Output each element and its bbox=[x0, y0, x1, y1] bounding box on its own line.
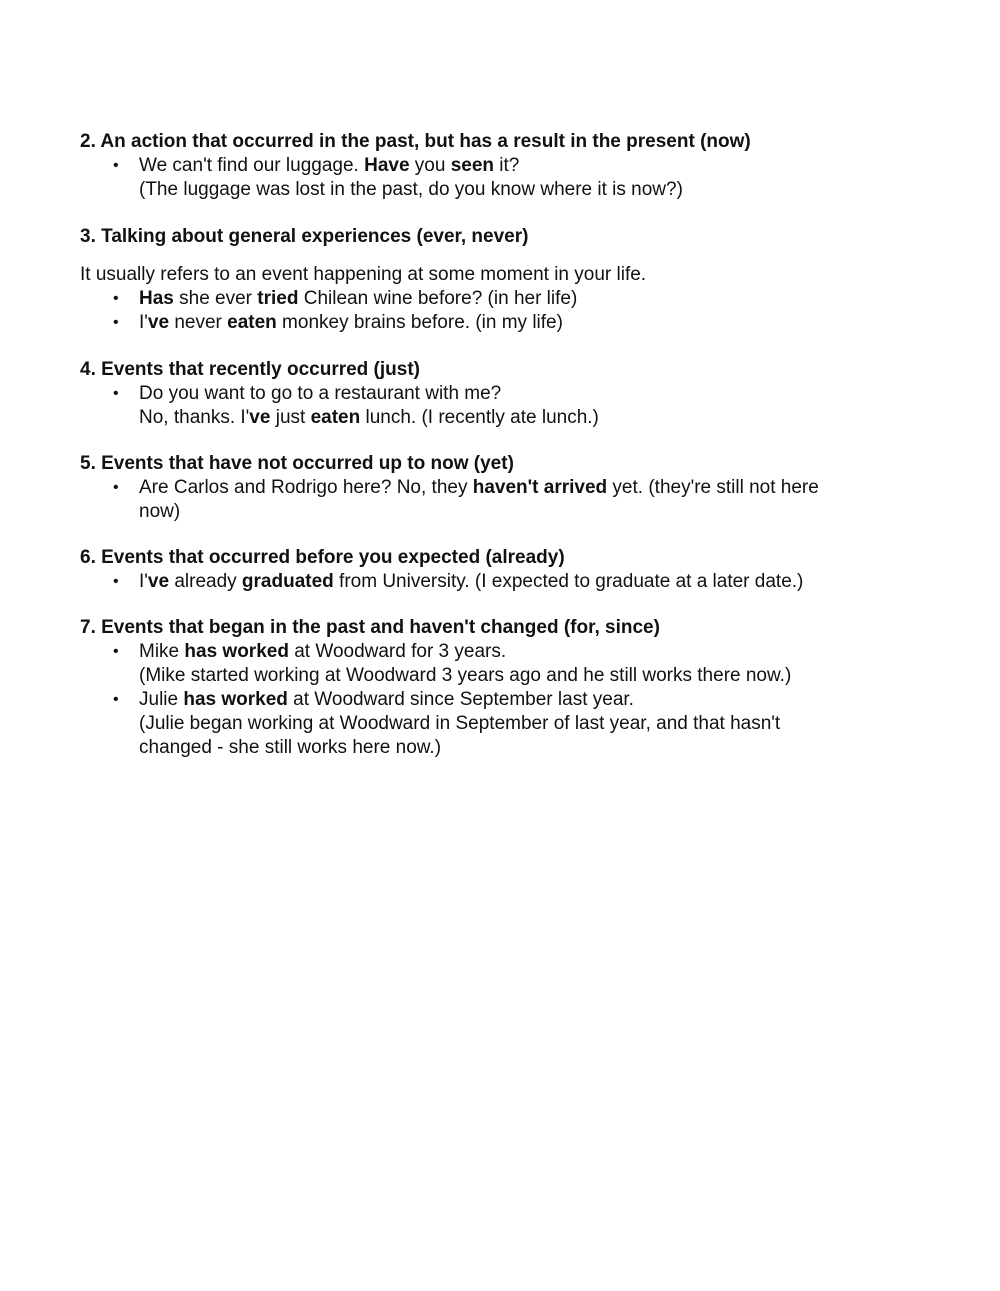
text-run: I' bbox=[139, 571, 148, 592]
text-run: I' bbox=[139, 312, 148, 333]
list-item bbox=[80, 570, 920, 594]
list-item-line: (The luggage was lost in the past, do you know where it is now?) bbox=[139, 179, 683, 200]
list-item-line: now) bbox=[139, 501, 181, 522]
text-run: lunch. (I recently ate lunch.) bbox=[360, 407, 599, 428]
list-item bbox=[80, 154, 920, 202]
bold-text: Have bbox=[364, 155, 410, 176]
text-run: Are Carlos and Rodrigo here? No, they bbox=[139, 477, 473, 498]
list-item bbox=[80, 382, 920, 430]
section-2-list bbox=[80, 154, 920, 202]
list-item bbox=[80, 640, 920, 688]
text-run: yet. (they're still not here bbox=[607, 477, 819, 498]
text-run: she ever bbox=[173, 288, 258, 309]
bold-text: has worked bbox=[183, 689, 288, 710]
bold-text: eaten bbox=[227, 312, 277, 333]
bold-text: ve bbox=[147, 571, 170, 592]
text-run: at Woodward for 3 years. bbox=[288, 641, 507, 662]
text-run: Julie bbox=[139, 689, 184, 710]
section-6-heading: 6. Events that occurred before you expected (already) bbox=[80, 547, 565, 568]
list-item-line: changed - she still works here now.) bbox=[139, 737, 442, 758]
bullet-marker: • bbox=[113, 691, 119, 708]
list-item-line bbox=[139, 570, 920, 594]
list-item-line bbox=[139, 287, 920, 311]
section-3-list bbox=[80, 287, 920, 335]
bullet-marker: • bbox=[113, 385, 119, 402]
text-run: just bbox=[270, 407, 311, 428]
list-item bbox=[80, 476, 920, 524]
section-3-heading: 3. Talking about general experiences (ever, never) bbox=[80, 226, 529, 247]
section-5-heading: 5. Events that have not occurred up to now (yet) bbox=[80, 453, 514, 474]
list-item-line bbox=[139, 154, 920, 178]
bold-text: seen bbox=[450, 155, 495, 176]
section-4-list bbox=[80, 382, 920, 430]
bullet-marker: • bbox=[113, 479, 119, 496]
bold-text: graduated bbox=[241, 571, 334, 592]
text-run: it? bbox=[494, 155, 520, 176]
bold-text: tried bbox=[257, 288, 299, 309]
text-run: at Woodward since September last year. bbox=[287, 689, 634, 710]
bold-text: haven't arrived bbox=[472, 477, 608, 498]
bold-text: eaten bbox=[310, 407, 361, 428]
list-item-line bbox=[139, 476, 920, 500]
bullet-marker: • bbox=[113, 314, 119, 331]
list-item-line bbox=[139, 640, 920, 664]
text-run: never bbox=[169, 312, 228, 333]
list-item-line: Do you want to go to a restaurant with me? bbox=[139, 383, 502, 404]
text-run: from University. (I expected to graduate at a later date.) bbox=[333, 571, 804, 592]
section-5-list bbox=[80, 476, 920, 524]
section-2-heading: 2. An action that occurred in the past, but has a result in the present (now) bbox=[80, 131, 751, 152]
text-run: monkey brains before. (in my life) bbox=[276, 312, 563, 333]
list-item bbox=[80, 688, 920, 760]
list-item bbox=[80, 311, 920, 335]
text-run: No, thanks. I' bbox=[139, 407, 250, 428]
text-run: already bbox=[169, 571, 242, 592]
list-item-line bbox=[139, 688, 920, 712]
bold-text: Has bbox=[139, 288, 174, 309]
document-page bbox=[80, 130, 920, 760]
text-run: Chilean wine before? (in her life) bbox=[298, 288, 578, 309]
list-item-line: (Mike started working at Woodward 3 years ago and he still works there now.) bbox=[139, 665, 792, 686]
list-item-line: (Julie began working at Woodward in September of last year, and that hasn't bbox=[139, 713, 781, 734]
list-item-line bbox=[139, 406, 920, 430]
section-6-list bbox=[80, 570, 920, 594]
list-item bbox=[80, 287, 920, 311]
text-run: you bbox=[409, 155, 451, 176]
section-4-heading: 4. Events that recently occurred (just) bbox=[80, 359, 420, 380]
text-run: Mike bbox=[139, 641, 185, 662]
text-run: We can't find our luggage. bbox=[139, 155, 365, 176]
bullet-marker: • bbox=[113, 643, 119, 660]
bullet-marker: • bbox=[113, 157, 119, 174]
bullet-marker: • bbox=[113, 573, 119, 590]
bold-text: ve bbox=[147, 312, 170, 333]
bold-text: ve bbox=[249, 407, 271, 428]
bold-text: has worked bbox=[184, 641, 289, 662]
section-3-paragraph: It usually refers to an event happening at some moment in your life. bbox=[80, 264, 647, 285]
section-7-heading: 7. Events that began in the past and haven't changed (for, since) bbox=[80, 617, 660, 638]
section-7-list bbox=[80, 640, 920, 760]
bullet-marker: • bbox=[113, 290, 119, 307]
list-item-line bbox=[139, 311, 920, 335]
